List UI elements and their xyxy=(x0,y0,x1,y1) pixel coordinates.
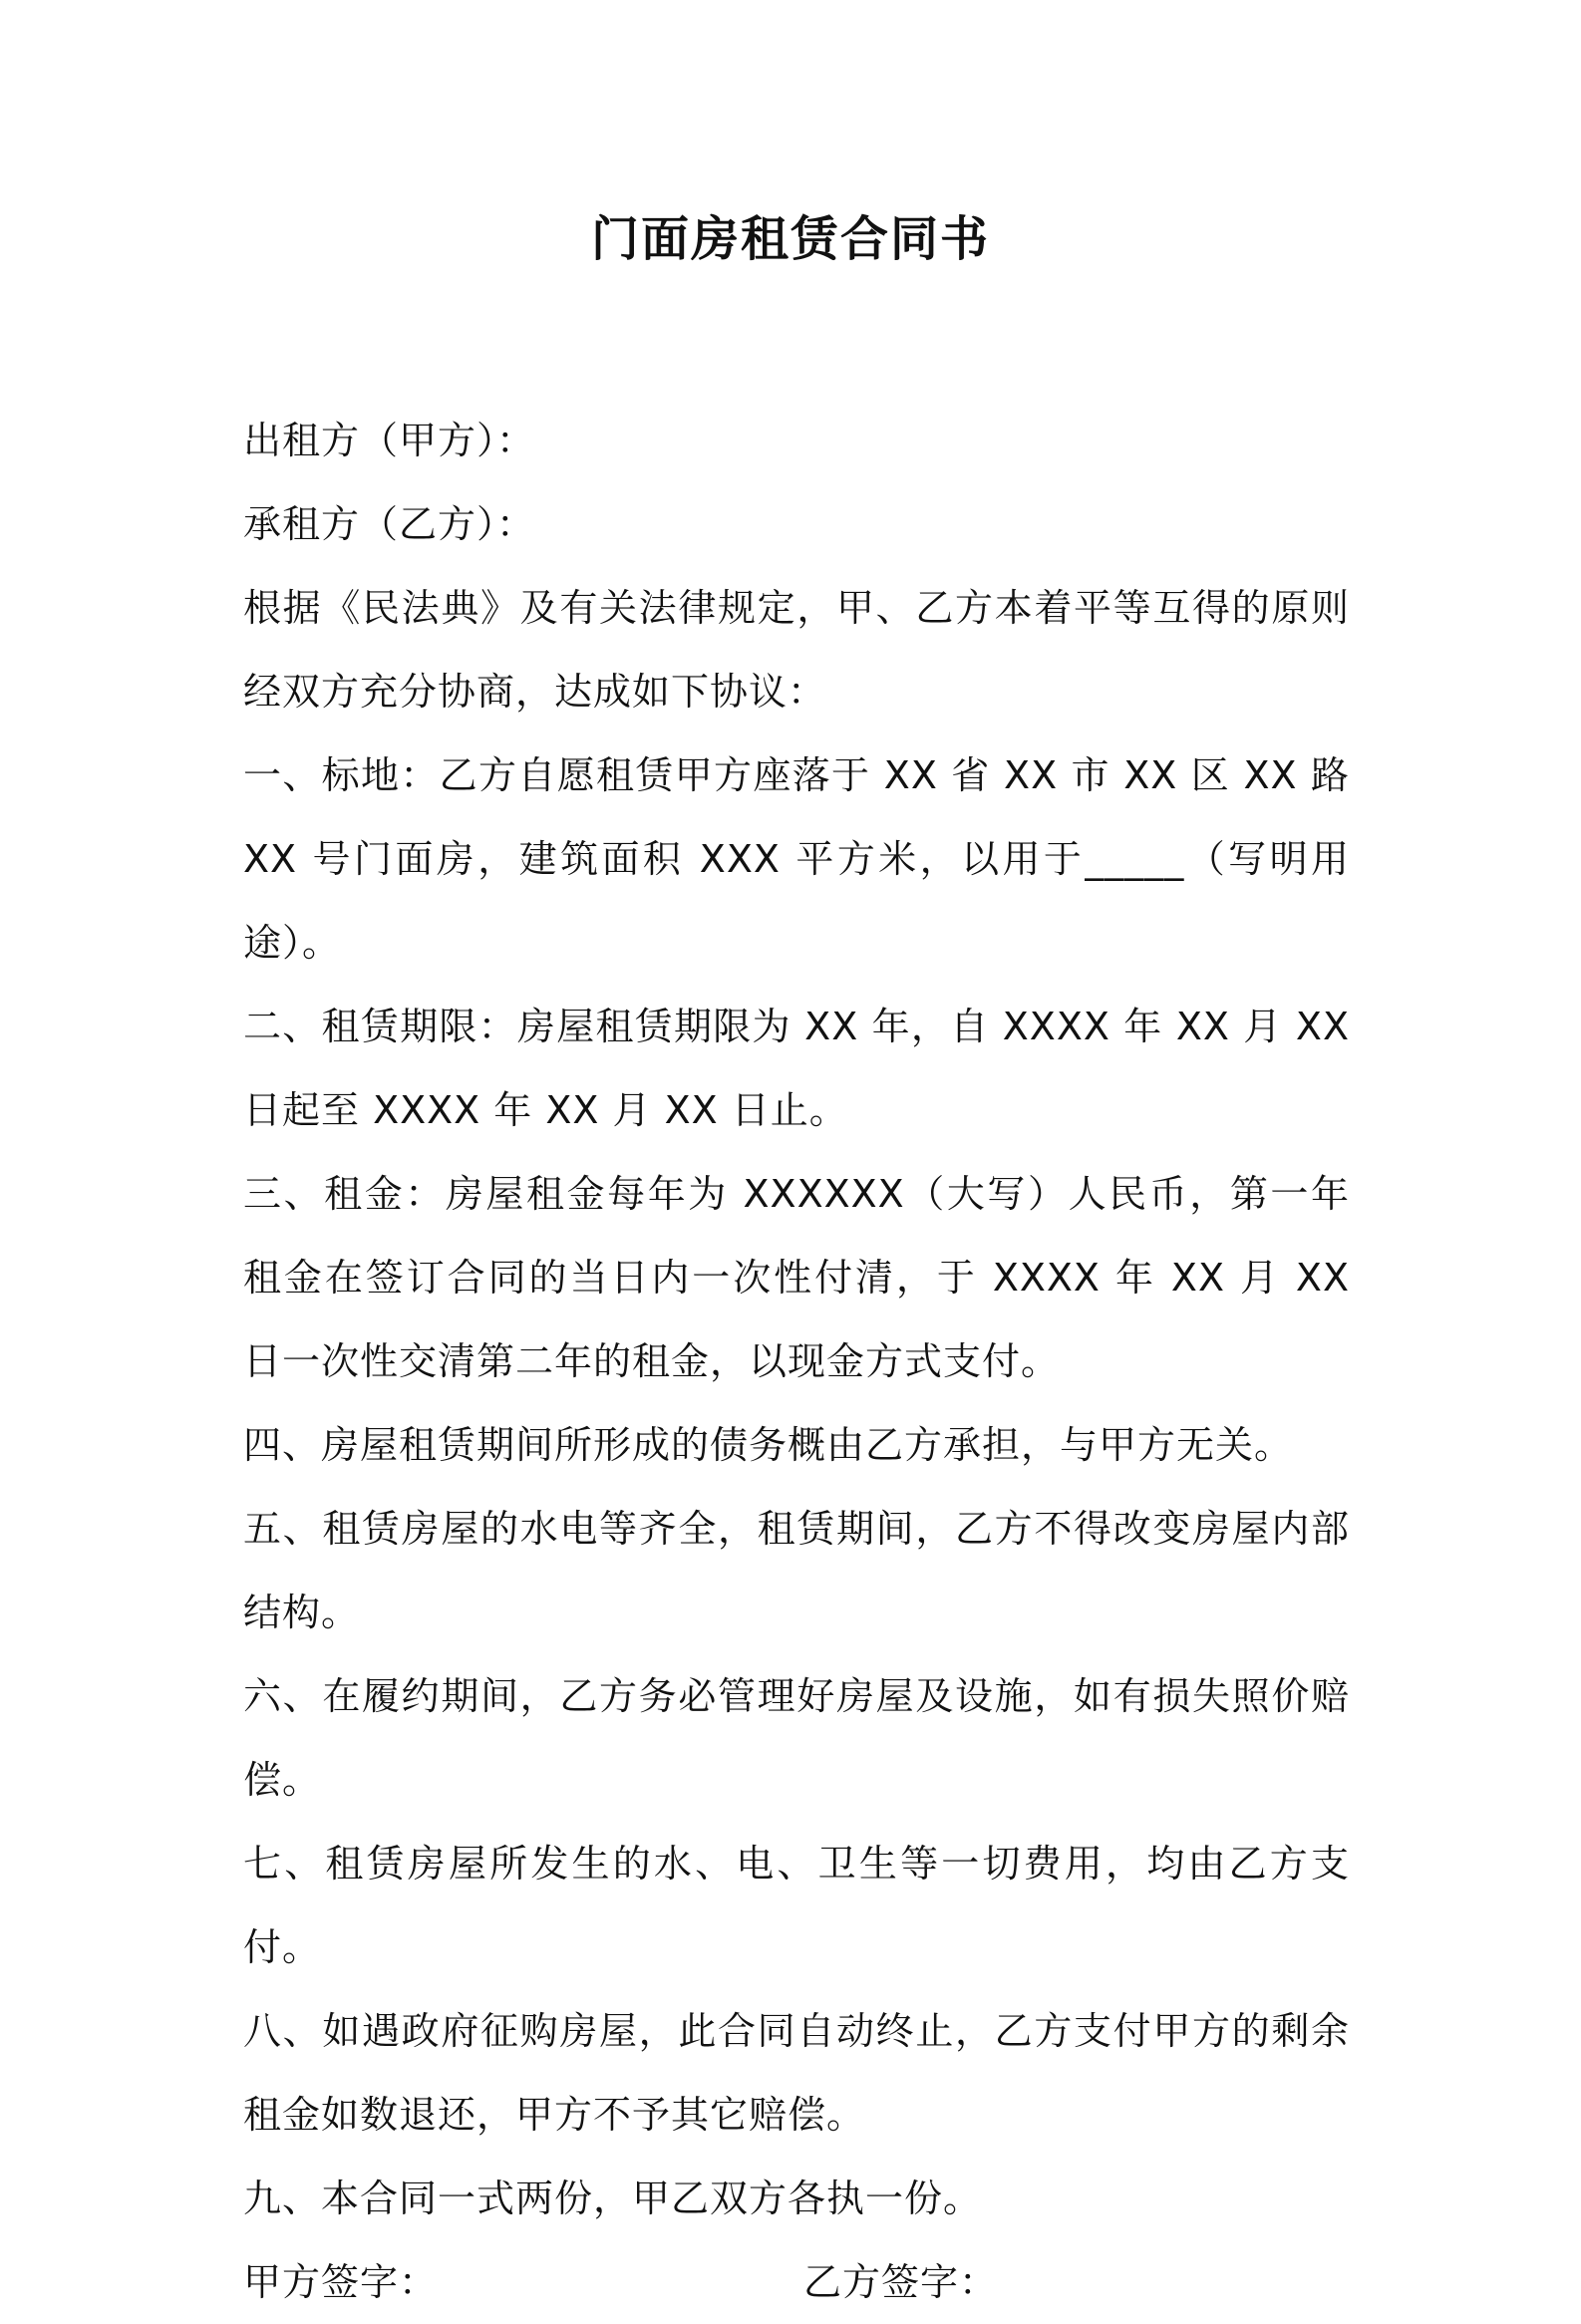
clause-9: 九、本合同一式两份，甲乙双方各执一份。 xyxy=(243,2177,983,2220)
signature-a-label: 甲方签字： xyxy=(243,2260,439,2304)
signature-b-label: 乙方签字： xyxy=(803,2260,999,2304)
document-body xyxy=(243,399,1350,2324)
clause-6: 六、在履约期间，乙方务必管理好房屋及设施，如有损失照价赔偿。 xyxy=(243,1674,1350,1802)
document-title: 门面房租赁合同书 xyxy=(590,211,990,267)
preamble: 根据《民法典》及有关法律规定，甲、乙方本着平等互得的原则经双方充分协商，达成如下协议： xyxy=(243,586,1350,714)
lessor-label: 出租方（甲方）： xyxy=(243,419,536,462)
clause-2: 二、租赁期限：房屋租赁期限为 XX 年，自 XXXX 年 XX 月 XX 日起至 XXXX 年 XX 月 XX 日止。 xyxy=(243,1005,1350,1132)
signature-row xyxy=(243,2240,1350,2324)
clause-4: 四、房屋租赁期间所形成的债务概由乙方承担，与甲方无关。 xyxy=(243,1423,1294,1467)
clause-8: 八、如遇政府征购房屋，此合同自动终止，乙方支付甲方的剩余租金如数退还，甲方不予其它赔偿。 xyxy=(243,2009,1350,2137)
clause-7: 七、租赁房屋所发生的水、电、卫生等一切费用，均由乙方支付。 xyxy=(243,1842,1350,1969)
clause-1: 一、标地：乙方自愿租赁甲方座落于 XX 省 XX 市 XX 区 XX 路 XX 号门面房，建筑面积 XXX 平方米，以用于_____（写明用途）。 xyxy=(243,753,1350,965)
clause-3: 三、租金：房屋租金每年为 XXXXXX（大写）人民币，第一年租金在签订合同的当日内一次性付清，于 XXXX 年 XX 月 XX 日一次性交清第二年的租金，以现金方式支付。 xyxy=(243,1172,1350,1383)
lessee-label: 承租方（乙方）： xyxy=(243,502,536,546)
clause-5: 五、租赁房屋的水电等齐全，租赁期间，乙方不得改变房屋内部结构。 xyxy=(243,1507,1350,1634)
